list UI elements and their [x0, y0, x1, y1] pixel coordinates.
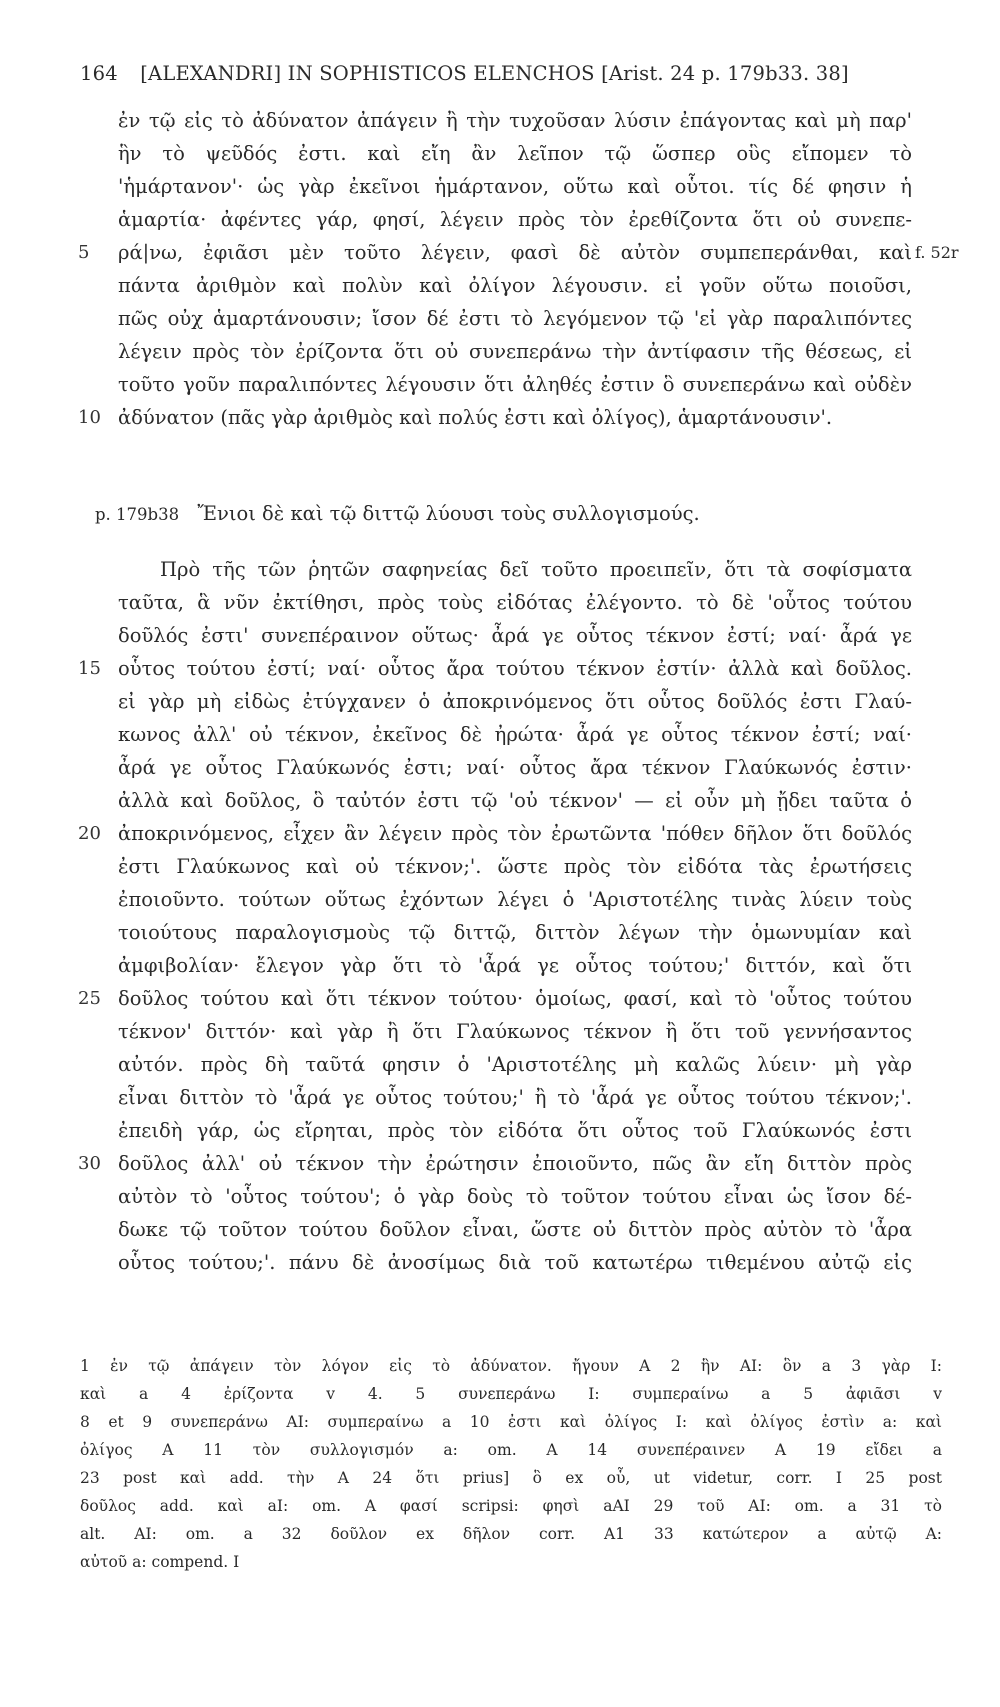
line-number: 30 [78, 1153, 101, 1174]
running-title: [ALEXANDRI] IN SOPHISTICOS ELENCHOS [Arist. 24 p. 179b33. 38] [140, 62, 849, 85]
apparatus-line: ὀλίγος A 11 τὸν συλλογισμόν a: om. A 14 συνεπέραινεν A 19 εἴδει a [80, 1441, 942, 1459]
text-line: ἀλλὰ καὶ δοῦλος, ὃ ταὐτόν ἐστι τῷ 'οὐ τέκνον' — εἰ οὖν μὴ ᾔδει ταῦτα ὁ [118, 789, 912, 812]
lemma [95, 501, 700, 528]
text-line: εἶναι διττὸν τὸ 'ἆρά γε οὗτος τούτου;' ἢ τὸ 'ἆρά γε οὗτος τούτου τέκνον;'. [118, 1086, 912, 1109]
text-line: ἆρά γε οὗτος Γλαύκωνός ἐστι; ναί· οὗτος ἄρα τέκνον Γλαύκωνός ἐστιν· [118, 756, 912, 779]
line-number: 5 [78, 242, 90, 263]
text-line: κωνος ἀλλ' οὐ τέκνον, ἐκεῖνος δὲ ἠρώτα· ἆρά γε οὗτος τέκνον ἐστί; ναί· [118, 723, 912, 746]
folio-margin-note: f. 52r [915, 243, 959, 262]
text-line: τοῦτο γοῦν παραλιπόντες λέγουσιν ὅτι ἀληθές ἐστιν ὃ συνεπεράνω καὶ οὐδὲν [118, 373, 912, 396]
text-line: ἐπειδὴ γάρ, ὡς εἴρηται, πρὸς τὸν εἰδότα ὅτι οὗτος τοῦ Γλαύκωνός ἐστι [118, 1119, 912, 1142]
line-number: 25 [78, 988, 101, 1009]
text-line: δοῦλος τούτου καὶ ὅτι τέκνον τούτου· ὁμοίως, φασί, καὶ τὸ 'οὗτος τούτου [118, 987, 912, 1010]
page-number: 164 [80, 62, 118, 85]
text-line: δωκε τῷ τοῦτον τούτου δοῦλον εἶναι, ὥστε οὐ διττὸν πρὸς αὐτὸν τὸ 'ἆρα [118, 1218, 912, 1241]
text-line: ἀποκρινόμενος, εἶχεν ἂν λέγειν πρὸς τὸν ἐρωτῶντα 'πόθεν δῆλον ὅτι δοῦλός [118, 822, 912, 845]
line-number: 10 [78, 407, 101, 428]
text-line: εἰ γὰρ μὴ εἰδὼς ἐτύγχανεν ὁ ἀποκρινόμενος ὅτι οὗτος δοῦλός ἐστι Γλαύ- [118, 690, 912, 713]
text-line: οὗτος τούτου;'. πάνυ δὲ ἀνοσίμως διὰ τοῦ κατωτέρω τιθεμένου αὐτῷ εἰς [118, 1251, 912, 1274]
text-line: ρά|νω, ἐφιᾶσι μὲν τοῦτο λέγειν, φασὶ δὲ αὐτὸν συμπεπεράνθαι, καὶ [118, 241, 912, 264]
lemma-text: Ἔνιοι δὲ καὶ τῷ διττῷ λύουσι τοὺς συλλογισμούς. [197, 502, 700, 525]
text-line: πάντα ἀριθμὸν καὶ πολὺν καὶ ὀλίγον λέγουσιν. εἰ γοῦν οὕτω ποιοῦσι, [118, 274, 912, 297]
text-line: πῶς οὐχ ἁμαρτάνουσιν; ἴσον δέ ἐστι τὸ λεγόμενον τῷ 'εἰ γὰρ παραλιπόντες [118, 307, 912, 330]
text-line: ἐποιοῦντο. τούτων οὕτως ἐχόντων λέγει ὁ 'Αριστοτέλης τινὰς λύειν τοὺς [118, 888, 912, 911]
apparatus-line: καὶ a 4 ἐρίζοντα v 4. 5 συνεπεράνω I: συμπεραίνω a 5 ἀφιᾶσι v [80, 1385, 942, 1403]
apparatus-line: 23 post καὶ add. τὴν A 24 ὅτι prius] ὃ ex οὗ, ut videtur, corr. I 25 post [80, 1469, 942, 1487]
text-line: δοῦλός ἐστι' συνεπέραινον οὕτως· ἆρά γε οὗτος τέκνον ἐστί; ναί· ἆρά γε [118, 624, 912, 647]
text-line: αὐτὸν τὸ 'οὗτος τούτου'; ὁ γὰρ δοὺς τὸ τοῦτον τούτου εἶναι ὡς ἴσον δέ- [118, 1185, 912, 1208]
lemma-reference: p. 179b38 [95, 505, 180, 524]
text-line: ἀμφιβολίαν· ἔλεγον γὰρ ὅτι τὸ 'ἆρά γε οὗτος τούτου;' διττόν, καὶ ὅτι [118, 954, 912, 977]
text-line: ἣν τὸ ψεῦδός ἐστι. καὶ εἴη ἂν λεῖπον τῷ ὥσπερ οὓς εἴπομεν τὸ [118, 142, 912, 165]
text-line: 'ἡμάρτανον'· ὡς γὰρ ἐκεῖνοι ἡμάρτανον, οὕτω καὶ οὗτοι. τίς δέ φησιν ἡ [118, 175, 912, 198]
running-header [80, 62, 940, 85]
apparatus-line: αὐτοῦ a: compend. I [80, 1553, 240, 1571]
line-number: 20 [78, 823, 101, 844]
text-line: ἀδύνατον (πᾶς γὰρ ἀριθμὸς καὶ πολύς ἐστι καὶ ὀλίγος), ἁμαρτάνουσιν'. [118, 406, 833, 429]
text-line: τοιούτους παραλογισμοὺς τῷ διττῷ, διττὸν λέγων τὴν ὁμωνυμίαν καὶ [118, 921, 912, 944]
text-line: ἐν τῷ εἰς τὸ ἀδύνατον ἀπάγειν ἢ τὴν τυχοῦσαν λύσιν ἐπάγοντας καὶ μὴ παρ' [118, 109, 912, 132]
text-line: ταῦτα, ἃ νῦν ἐκτίθησι, πρὸς τοὺς εἰδότας ἐλέγοντο. τὸ δὲ 'οὗτος τούτου [118, 591, 912, 614]
text-line: οὗτος τούτου ἐστί; ναί· οὗτος ἄρα τούτου τέκνον ἐστίν· ἀλλὰ καὶ δοῦλος. [118, 657, 912, 680]
text-line: αὐτόν. πρὸς δὴ ταῦτά φησιν ὁ 'Αριστοτέλης μὴ καλῶς λύειν· μὴ γὰρ [118, 1053, 912, 1076]
text-line: Πρὸ τῆς τῶν ῥητῶν σαφηνείας δεῖ τοῦτο προειπεῖν, ὅτι τὰ σοφίσματα [160, 558, 912, 581]
text-line: τέκνον' διττόν· καὶ γὰρ ἢ ὅτι Γλαύκωνος τέκνον ἢ ὅτι τοῦ γεννήσαντος [118, 1020, 912, 1043]
text-line: ἁμαρτία· ἀφέντες γάρ, φησί, λέγειν πρὸς τὸν ἐρεθίζοντα ὅτι οὐ συνεπε- [118, 208, 912, 231]
text-line: δοῦλος ἀλλ' οὐ τέκνον τὴν ἐρώτησιν ἐποιοῦντο, πῶς ἂν εἴη διττὸν πρὸς [118, 1152, 912, 1175]
apparatus-line: 1 ἐν τῷ ἀπάγειν τὸν λόγον εἰς τὸ ἀδύνατον. ἤγουν A 2 ἣν AI: ὃν a 3 γὰρ I: [80, 1357, 942, 1375]
apparatus-line: alt. AI: om. a 32 δοῦλον ex δῆλον corr. A1 33 κατώτερον a αὐτῷ A: [80, 1525, 942, 1543]
text-line: λέγειν πρὸς τὸν ἐρίζοντα ὅτι οὐ συνεπεράνω τὴν ἀντίφασιν τῆς θέσεως, εἰ [118, 340, 912, 363]
apparatus-line: δοῦλος add. καὶ aI: om. A φασί scripsi: φησὶ aAI 29 τοῦ AI: om. a 31 τὸ [80, 1497, 942, 1515]
text-line: ἐστι Γλαύκωνος καὶ οὐ τέκνον;'. ὥστε πρὸς τὸν εἰδότα τὰς ἐρωτήσεις [118, 855, 912, 878]
apparatus-line: 8 et 9 συνεπεράνω AI: συμπεραίνω a 10 ἐστι καὶ ὀλίγος I: καὶ ὀλίγος ἐστὶν a: καὶ [80, 1413, 942, 1431]
line-number: 15 [78, 658, 101, 679]
